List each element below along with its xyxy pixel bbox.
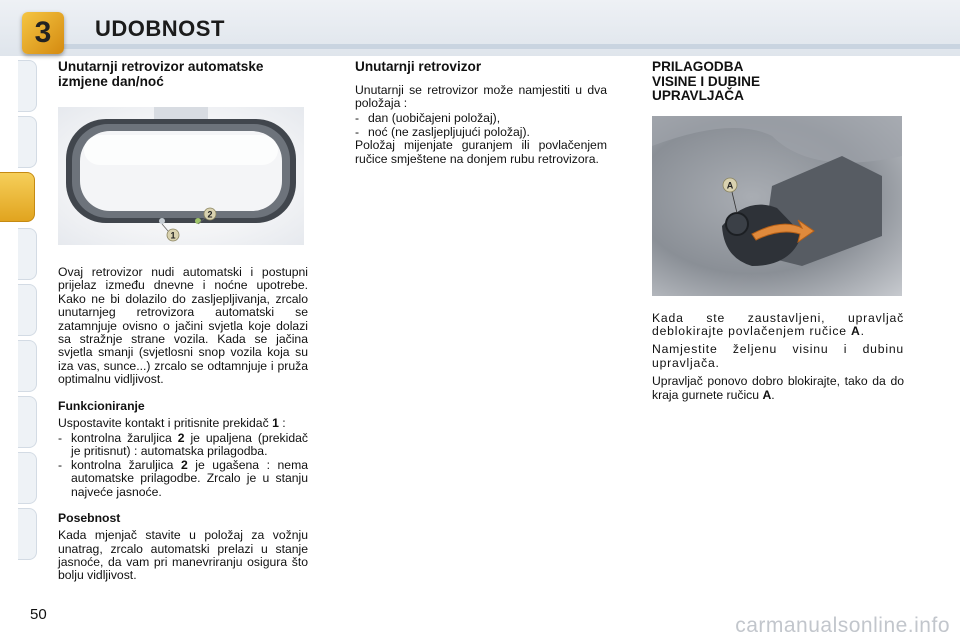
list-item: - dan (uobičajeni položaj), xyxy=(355,112,607,125)
chapter-tab-active[interactable] xyxy=(0,172,35,222)
column-steering-adjustment xyxy=(652,60,904,402)
function-paragraph: Uspostavite kontakt i pritisnite prekidač 1 : xyxy=(58,415,286,430)
mirror-illustration xyxy=(58,107,304,245)
callout-2-label: 2 xyxy=(207,209,213,220)
watermark: carmanualsonline.info xyxy=(735,614,950,637)
subsection-heading: Funkcioniranje xyxy=(58,398,145,413)
step-1-paragraph: Kada ste zaustavljeni, upravljač deblokirajte povlačenjem ručice A. xyxy=(652,310,904,338)
chapter-tab[interactable] xyxy=(18,60,37,112)
special-paragraph: Kada mjenjač stavite u položaj za vožnju unatrag, zrcalo automatski prelazi u stanje jasnoće, da vam pri manevriranju osigura što bolju vidljivost. xyxy=(58,528,308,583)
chapter-tab[interactable] xyxy=(18,508,37,560)
step-2-paragraph: Namjestite željenu visinu i dubinu upravljača. xyxy=(652,342,904,370)
step-3-paragraph: Upravljač ponovo dobro blokirajte, tako da do kraja gurnete ručicu A. xyxy=(652,374,904,402)
indicator-list xyxy=(58,432,308,499)
intro-paragraph: Unutarnji se retrovizor može namjestiti u dva položaja : xyxy=(355,82,607,110)
column-manual-mirror xyxy=(355,60,607,166)
position-list xyxy=(355,112,607,139)
subsection-heading: Posebnost xyxy=(58,511,121,526)
list-item: - kontrolna žaruljica 2 je ugašena : nema automatske prilagodbe. Zrcalo je u stanju najveće jasnoće. xyxy=(58,459,308,499)
steering-lever-illustration xyxy=(652,116,902,296)
chapter-title: UDOBNOST xyxy=(95,16,225,41)
rearview-mirror-icon xyxy=(58,107,304,245)
section-heading: PRILAGODBA VISINE I DUBINE UPRAVLJAČA xyxy=(652,59,761,103)
switch-ref: 1 xyxy=(272,415,279,430)
chapter-tab[interactable] xyxy=(18,396,37,448)
callout-a-label: A xyxy=(726,180,734,190)
intro-paragraph: Ovaj retrovizor nudi automatski i postupni prijelaz između dnevne i noćne upotrebe. Kako ne bi dolazilo do zasljepljivanja, zrcalo unutarnjeg retrovizora automatski se zatamnjuje ovisno o jačini svjetla koje dolazi sa stražnje strane vozila. Kada se jačina svjetla smanji (svjetlosni snop vozila koja su iza vas, sunce...) zrcalo se odtamnjuje i pruža optimalnu vidljivost. xyxy=(58,265,308,387)
callout-1-label: 1 xyxy=(170,230,176,241)
page-number: 50 xyxy=(30,606,47,623)
column-auto-dimming-mirror xyxy=(58,60,308,583)
chapter-tab[interactable] xyxy=(18,228,37,280)
steering-lever-icon xyxy=(652,116,902,296)
list-item: - kontrolna žaruljica 2 je upaljena (prekidač je pritisnut) : automatska prilagodba. xyxy=(58,432,308,459)
chapter-tab[interactable] xyxy=(18,116,37,168)
body-paragraph: Položaj mijenjate guranjem ili povlačenjem ručice smještene na donjem rubu retrovizora. xyxy=(355,138,607,166)
chapter-tab[interactable] xyxy=(18,284,37,336)
chapter-tab[interactable] xyxy=(18,452,37,504)
chapter-badge: 3 xyxy=(22,12,64,54)
header-stripe xyxy=(50,44,960,49)
list-item: - noć (ne zasljepljujući položaj). xyxy=(355,126,607,139)
section-heading: Unutarnji retrovizor automatske izmjene dan/noć xyxy=(58,59,264,89)
chapter-tab[interactable] xyxy=(18,340,37,392)
section-heading: Unutarnji retrovizor xyxy=(355,59,482,74)
